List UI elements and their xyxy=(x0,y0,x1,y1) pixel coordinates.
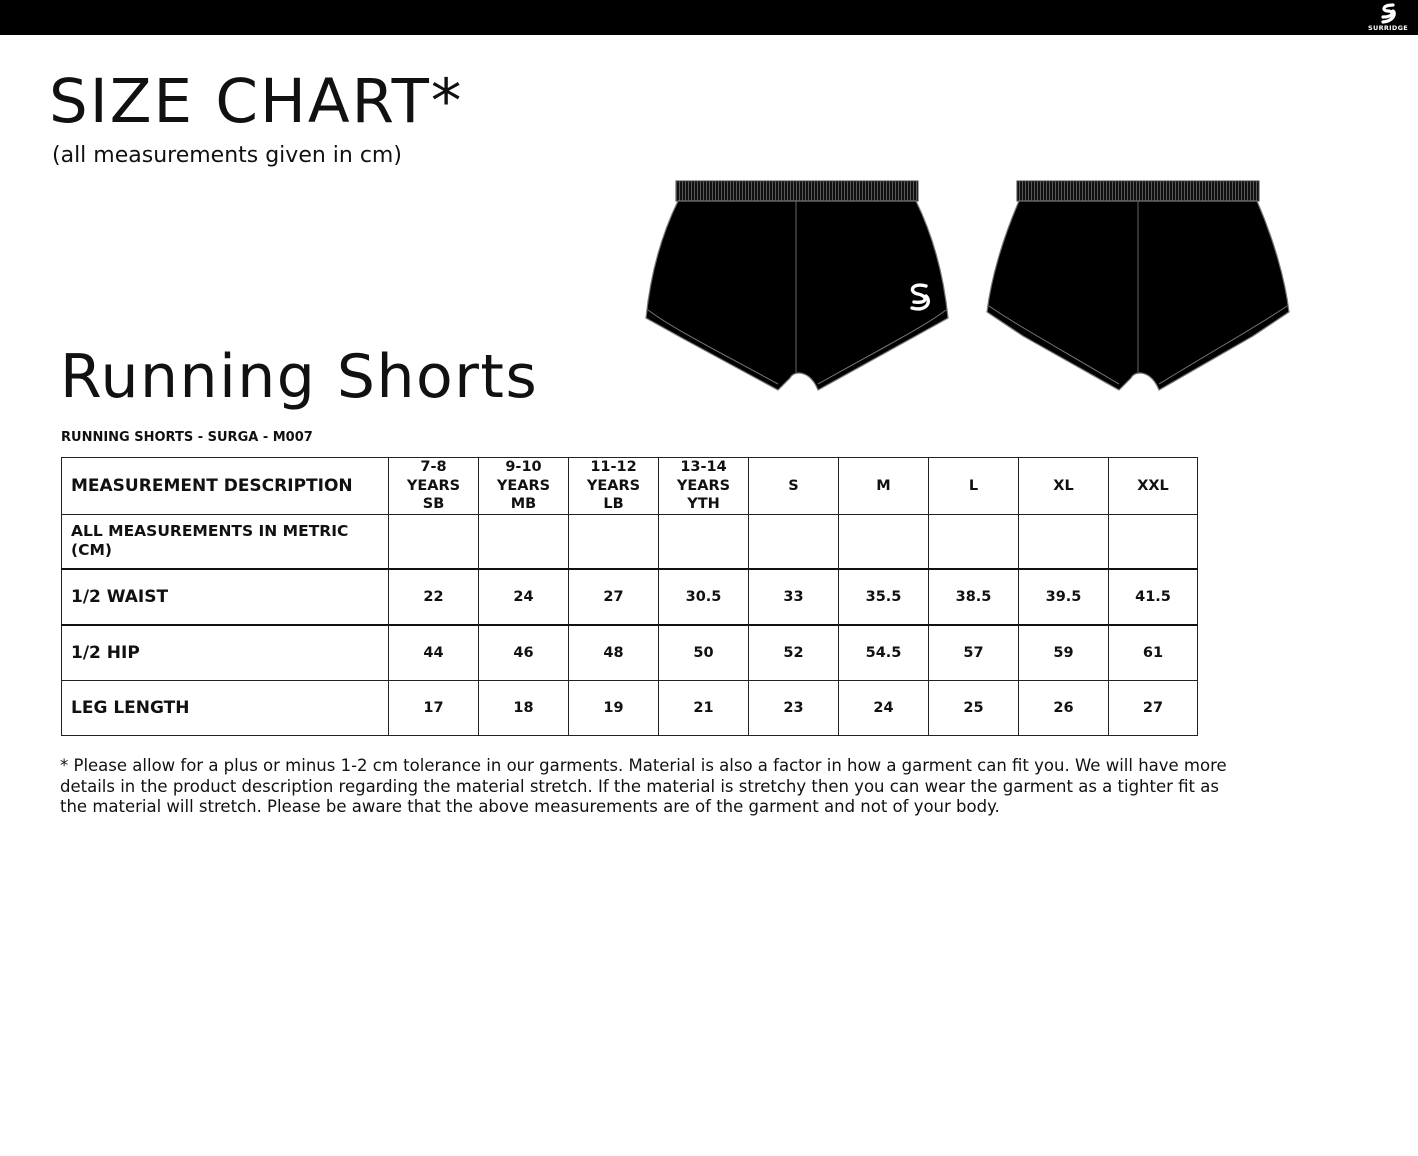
table-cell: 61 xyxy=(1109,625,1198,680)
table-cell: 27 xyxy=(1109,680,1198,735)
table-cell: 21 xyxy=(659,680,749,735)
brand-name: SURRIDGE xyxy=(1368,24,1408,32)
size-header: 13-14 YEARS YTH xyxy=(659,458,749,515)
size-header: 9-10 YEARS MB xyxy=(479,458,569,515)
measurement-description-header: MEASUREMENT DESCRIPTION xyxy=(62,458,389,515)
surridge-s-logo-icon xyxy=(1362,2,1414,33)
top-bar xyxy=(0,0,1418,35)
table-cell: 39.5 xyxy=(1019,569,1109,625)
page-subtitle: (all measurements given in cm) xyxy=(52,143,402,168)
table-cell: 18 xyxy=(479,680,569,735)
table-row xyxy=(62,625,1198,680)
table-cell: 57 xyxy=(929,625,1019,680)
tolerance-footnote: * Please allow for a plus or minus 1-2 cm tolerance in our garments. Material is also a factor in how a garment can fit you. We will have more details in the product description regarding the material stretch. If the material is stretchy then you can wear the garment as a tighter fit as the material will stretch. Please be aware that the above measurements are of the garment and not of your body. xyxy=(60,756,1227,816)
size-table xyxy=(61,457,1198,736)
row-label: 1/2 WAIST xyxy=(62,569,389,625)
size-header: XXL xyxy=(1109,458,1198,515)
size-header: M xyxy=(839,458,929,515)
table-cell: 19 xyxy=(569,680,659,735)
running-shorts-front-icon xyxy=(642,178,952,396)
table-cell: 23 xyxy=(749,680,839,735)
table-cell: 44 xyxy=(389,625,479,680)
table-cell: 33 xyxy=(749,569,839,625)
running-shorts-back-icon xyxy=(985,178,1291,396)
size-header: S xyxy=(749,458,839,515)
table-cell: 24 xyxy=(839,680,929,735)
product-code: RUNNING SHORTS - SURGA - M007 xyxy=(61,430,313,445)
table-cell: 24 xyxy=(479,569,569,625)
table-cell: 22 xyxy=(389,569,479,625)
table-cell: 35.5 xyxy=(839,569,929,625)
table-cell: 25 xyxy=(929,680,1019,735)
table-cell: 54.5 xyxy=(839,625,929,680)
table-cell: 41.5 xyxy=(1109,569,1198,625)
size-header: XL xyxy=(1019,458,1109,515)
table-cell: 17 xyxy=(389,680,479,735)
table-row xyxy=(62,569,1198,625)
units-label: ALL MEASUREMENTS IN METRIC (CM) xyxy=(62,514,389,569)
size-header: 11-12 YEARS LB xyxy=(569,458,659,515)
table-cell: 46 xyxy=(479,625,569,680)
units-row xyxy=(62,514,1198,569)
table-header-row xyxy=(62,458,1198,515)
table-cell: 30.5 xyxy=(659,569,749,625)
table-cell: 26 xyxy=(1019,680,1109,735)
table-cell: 48 xyxy=(569,625,659,680)
table-cell: 50 xyxy=(659,625,749,680)
product-title: Running Shorts xyxy=(60,342,539,412)
size-header: 7-8 YEARS SB xyxy=(389,458,479,515)
table-cell: 59 xyxy=(1019,625,1109,680)
size-header: L xyxy=(929,458,1019,515)
table-cell: 38.5 xyxy=(929,569,1019,625)
table-row xyxy=(62,680,1198,735)
table-cell: 52 xyxy=(749,625,839,680)
row-label: LEG LENGTH xyxy=(62,680,389,735)
table-cell: 27 xyxy=(569,569,659,625)
row-label: 1/2 HIP xyxy=(62,625,389,680)
page-title: SIZE CHART* xyxy=(49,66,464,137)
